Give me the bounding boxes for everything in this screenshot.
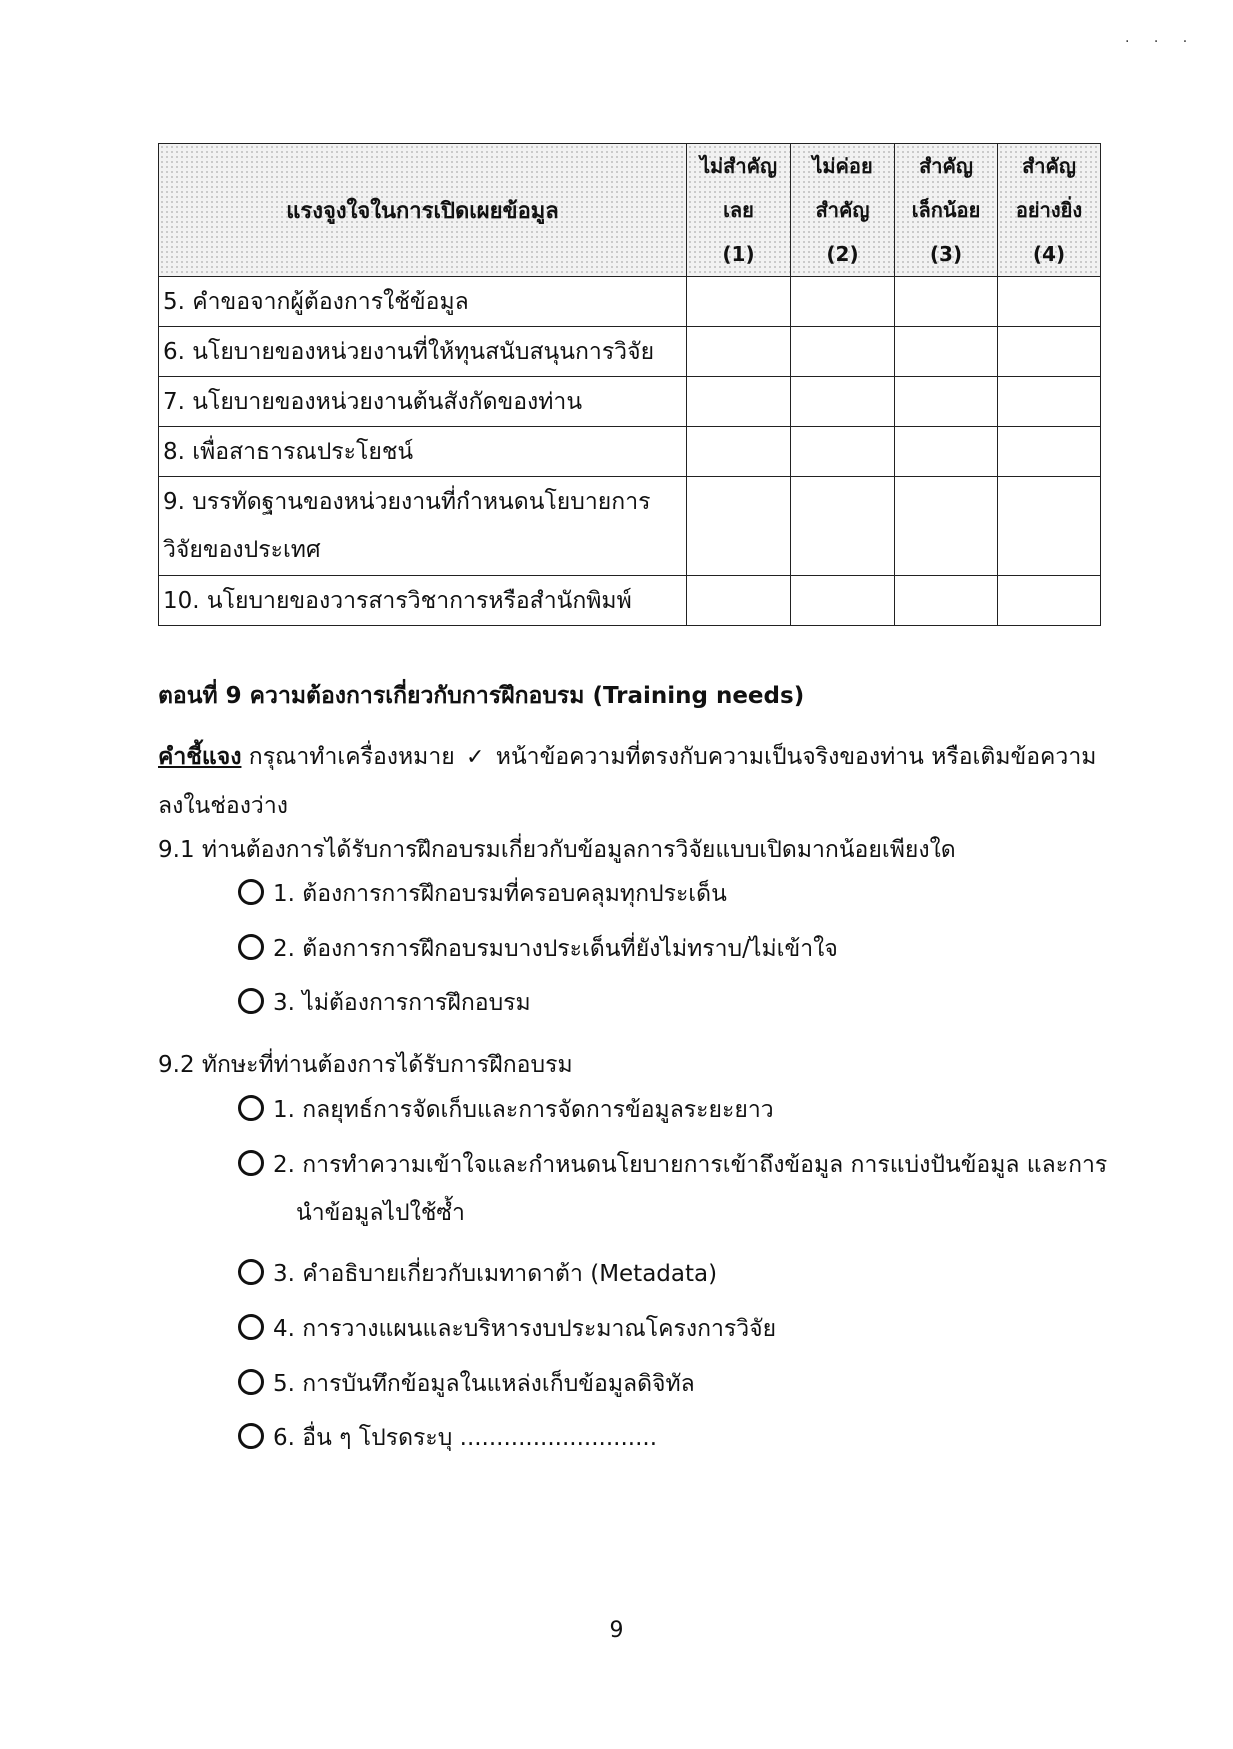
- scan-specks: · · ·: [1125, 34, 1198, 50]
- rating-cell-1[interactable]: [687, 377, 791, 427]
- table-row: [159, 277, 1101, 327]
- rating-cell-2[interactable]: [791, 427, 895, 477]
- table-row: [159, 377, 1101, 427]
- radio-circle-icon[interactable]: [238, 934, 264, 960]
- q2-option-4[interactable]: 4. การวางแผนและบริหารงบประมาณโครงการวิจัย: [238, 1305, 776, 1353]
- radio-circle-icon[interactable]: [238, 988, 264, 1014]
- rating-cell-4[interactable]: [998, 377, 1101, 427]
- rating-cell-4[interactable]: [998, 327, 1101, 377]
- row-label: 7. นโยบายของหน่วยงานต้นสังกัดของท่าน: [159, 377, 687, 427]
- radio-circle-icon[interactable]: [238, 1259, 264, 1285]
- rating-cell-4[interactable]: [998, 427, 1101, 477]
- rating-cell-1[interactable]: [687, 576, 791, 626]
- rating-cell-2[interactable]: [791, 277, 895, 327]
- section-title: ตอนที่ 9 ความต้องการเกี่ยวกับการฝึกอบรม (Training needs): [158, 683, 805, 709]
- row-label: 9. บรรทัดฐานของหน่วยงานที่กำหนดนโยบายการวิจัยของประเทศ: [159, 477, 687, 576]
- rating-cell-3[interactable]: [895, 477, 998, 576]
- q1-option-3[interactable]: 3. ไม่ต้องการการฝึกอบรม: [238, 979, 531, 1027]
- row-label: 10. นโยบายของวารสารวิชาการหรือสำนักพิมพ์: [159, 576, 687, 626]
- rating-cell-4[interactable]: [998, 576, 1101, 626]
- table-row: [159, 327, 1101, 377]
- rating-cell-2[interactable]: [791, 327, 895, 377]
- rating-cell-1[interactable]: [687, 477, 791, 576]
- radio-circle-icon[interactable]: [238, 1095, 264, 1121]
- question-9-2: 9.2 ทักษะที่ท่านต้องการได้รับการฝึกอบรม: [158, 1052, 573, 1078]
- rating-cell-4[interactable]: [998, 477, 1101, 576]
- table-row: [159, 427, 1101, 477]
- q2-option-2[interactable]: 2. การทำความเข้าใจและกำหนดนโยบายการเข้าถึงข้อมูล การแบ่งปันข้อมูล และการ นำข้อมูลไปใช้ซ้ำ: [238, 1141, 1107, 1237]
- rating-cell-3[interactable]: [895, 427, 998, 477]
- rating-cell-3[interactable]: [895, 576, 998, 626]
- q2-option-3[interactable]: 3. คำอธิบายเกี่ยวกับเมทาดาต้า (Metadata): [238, 1250, 717, 1298]
- page-number: 9: [609, 1618, 624, 1643]
- checkmark-icon: ✓: [466, 745, 485, 770]
- instructions: [158, 733, 1118, 830]
- rating-cell-2[interactable]: [791, 377, 895, 427]
- header-scale-4: สำคัญ อย่างยิ่ง (4): [998, 144, 1101, 277]
- header-title: แรงจูงใจในการเปิดเผยข้อมูล: [159, 144, 687, 277]
- q1-option-2[interactable]: 2. ต้องการการฝึกอบรมบางประเด็นที่ยังไม่ทราบ/ไม่เข้าใจ: [238, 925, 838, 973]
- row-label: 6. นโยบายของหน่วยงานที่ให้ทุนสนับสนุนการวิจัย: [159, 327, 687, 377]
- table-row: [159, 477, 1101, 576]
- header-scale-1: ไม่สำคัญ เลย (1): [687, 144, 791, 277]
- rating-cell-2[interactable]: [791, 576, 895, 626]
- rating-cell-4[interactable]: [998, 277, 1101, 327]
- row-label: 8. เพื่อสาธารณประโยชน์: [159, 427, 687, 477]
- header-scale-3: สำคัญ เล็กน้อย (3): [895, 144, 998, 277]
- radio-circle-icon[interactable]: [238, 1369, 264, 1395]
- radio-circle-icon[interactable]: [238, 1423, 264, 1449]
- rating-cell-2[interactable]: [791, 477, 895, 576]
- table-row: [159, 576, 1101, 626]
- radio-circle-icon[interactable]: [238, 1314, 264, 1340]
- q2-option-6[interactable]: 6. อื่น ๆ โปรดระบุ ...........................: [238, 1414, 657, 1462]
- rating-cell-3[interactable]: [895, 377, 998, 427]
- rating-cell-1[interactable]: [687, 277, 791, 327]
- motivation-likert-table: [158, 143, 1101, 626]
- q2-option-5[interactable]: 5. การบันทึกข้อมูลในแหล่งเก็บข้อมูลดิจิทัล: [238, 1360, 695, 1408]
- q2-option-1[interactable]: 1. กลยุทธ์การจัดเก็บและการจัดการข้อมูลระยะยาว: [238, 1086, 774, 1134]
- radio-circle-icon[interactable]: [238, 1150, 264, 1176]
- instruction-pre: กรุณาทำเครื่องหมาย: [248, 744, 455, 770]
- instruction-post: หน้าข้อความที่ตรงกับความเป็นจริงของท่าน หรือเติมข้อความลงในช่องว่าง: [158, 744, 1097, 819]
- radio-circle-icon[interactable]: [238, 879, 264, 905]
- rating-cell-3[interactable]: [895, 327, 998, 377]
- instruction-lead: คำชี้แจง: [158, 744, 242, 770]
- rating-cell-1[interactable]: [687, 427, 791, 477]
- q1-option-1[interactable]: 1. ต้องการการฝึกอบรมที่ครอบคลุมทุกประเด็น: [238, 870, 727, 918]
- rating-cell-3[interactable]: [895, 277, 998, 327]
- rating-cell-1[interactable]: [687, 327, 791, 377]
- question-9-1: 9.1 ท่านต้องการได้รับการฝึกอบรมเกี่ยวกับข้อมูลการวิจัยแบบเปิดมากน้อยเพียงใด: [158, 837, 956, 863]
- row-label: 5. คำขอจากผู้ต้องการใช้ข้อมูล: [159, 277, 687, 327]
- q2-option-2-continuation: นำข้อมูลไปใช้ซ้ำ: [296, 1200, 465, 1226]
- header-scale-2: ไม่ค่อย สำคัญ (2): [791, 144, 895, 277]
- table-header-row: [159, 144, 1101, 277]
